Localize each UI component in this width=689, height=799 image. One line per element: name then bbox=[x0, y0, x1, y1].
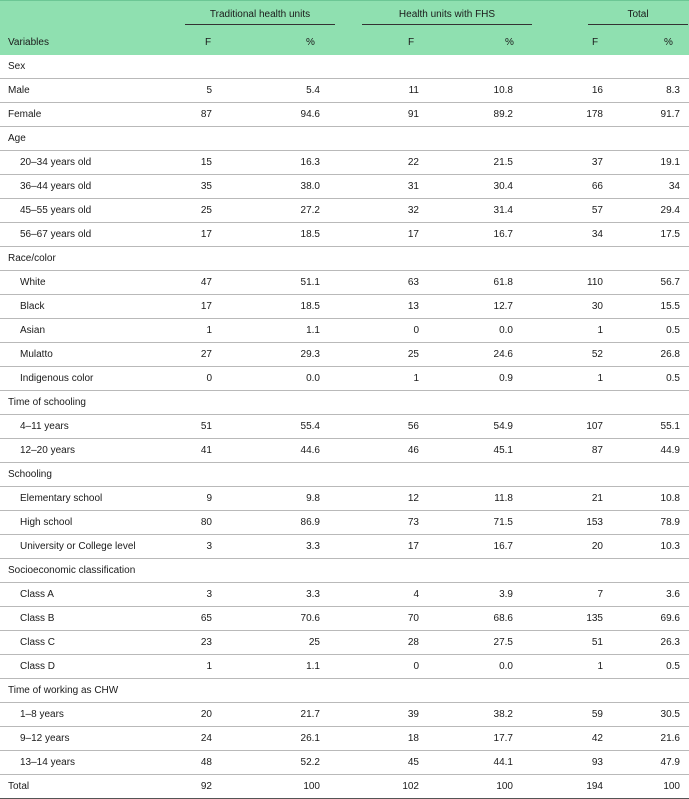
row-label: 13–14 years bbox=[20, 757, 76, 768]
cell-fhs-pct: 17.7 bbox=[493, 733, 513, 744]
cell-fhs-f: 1 bbox=[413, 373, 419, 384]
cell-trad-pct: 86.9 bbox=[300, 517, 320, 528]
row-label: 56–67 years old bbox=[20, 229, 92, 240]
cell-fhs-pct: 54.9 bbox=[493, 421, 513, 432]
cell-trad-f: 25 bbox=[200, 205, 212, 216]
cell-total-f: 66 bbox=[591, 181, 603, 192]
cell-fhs-pct: 31.4 bbox=[493, 205, 513, 216]
cell-trad-pct: 25 bbox=[308, 637, 320, 648]
cell-total-pct: 0.5 bbox=[666, 325, 680, 336]
cell-fhs-f: 73 bbox=[407, 517, 419, 528]
cell-fhs-pct: 24.6 bbox=[493, 349, 513, 360]
cell-total-pct: 0.5 bbox=[666, 661, 680, 672]
cell-total-pct: 100 bbox=[663, 781, 680, 792]
cell-trad-f: 3 bbox=[206, 541, 212, 552]
cell-fhs-pct: 16.7 bbox=[493, 541, 513, 552]
row-label: 1–8 years bbox=[20, 709, 64, 720]
cell-total-f: 7 bbox=[597, 589, 603, 600]
row-label: High school bbox=[20, 517, 73, 528]
cell-trad-f: 51 bbox=[200, 421, 212, 432]
cell-fhs-f: 63 bbox=[407, 277, 419, 288]
cell-fhs-pct: 45.1 bbox=[493, 445, 513, 456]
cell-fhs-pct: 0.0 bbox=[499, 325, 513, 336]
cell-trad-pct: 52.2 bbox=[300, 757, 320, 768]
cell-fhs-f: 0 bbox=[413, 661, 419, 672]
table-row bbox=[0, 271, 689, 295]
cell-trad-f: 87 bbox=[200, 109, 212, 120]
cell-trad-pct: 18.5 bbox=[300, 229, 320, 240]
table-row bbox=[0, 367, 689, 391]
col-header-pct: % bbox=[306, 37, 315, 48]
cell-trad-pct: 94.6 bbox=[300, 109, 320, 120]
cell-fhs-f: 45 bbox=[407, 757, 419, 768]
cell-total-f: 1 bbox=[597, 661, 603, 672]
cell-total-pct: 26.8 bbox=[660, 349, 680, 360]
cell-total-pct: 56.7 bbox=[660, 277, 680, 288]
cell-trad-pct: 100 bbox=[303, 781, 320, 792]
cell-fhs-pct: 38.2 bbox=[493, 709, 513, 720]
cell-trad-f: 15 bbox=[200, 157, 212, 168]
cell-fhs-f: 70 bbox=[407, 613, 419, 624]
table-row bbox=[0, 415, 689, 439]
col-header-pct: % bbox=[505, 37, 514, 48]
cell-trad-pct: 5.4 bbox=[306, 85, 320, 96]
cell-total-f: 37 bbox=[591, 157, 603, 168]
cell-fhs-f: 13 bbox=[407, 301, 419, 312]
table-row bbox=[0, 79, 689, 103]
table-row bbox=[0, 463, 689, 487]
table-row bbox=[0, 391, 689, 415]
cell-trad-pct: 38.0 bbox=[300, 181, 320, 192]
table-row bbox=[0, 583, 689, 607]
cell-fhs-f: 4 bbox=[413, 589, 419, 600]
cell-fhs-pct: 68.6 bbox=[493, 613, 513, 624]
table-header bbox=[0, 0, 689, 55]
cell-total-pct: 29.4 bbox=[660, 205, 680, 216]
cell-total-f: 107 bbox=[586, 421, 603, 432]
cell-total-pct: 10.3 bbox=[660, 541, 680, 552]
cell-total-pct: 15.5 bbox=[660, 301, 680, 312]
cell-fhs-pct: 100 bbox=[496, 781, 513, 792]
cell-fhs-f: 25 bbox=[407, 349, 419, 360]
table-row bbox=[0, 295, 689, 319]
cell-trad-pct: 18.5 bbox=[300, 301, 320, 312]
row-label: Elementary school bbox=[20, 493, 103, 504]
cell-total-pct: 91.7 bbox=[660, 109, 680, 120]
variables-header: Variables bbox=[8, 37, 49, 48]
row-label: 45–55 years old bbox=[20, 205, 92, 216]
table-row bbox=[0, 439, 689, 463]
cell-trad-f: 1 bbox=[206, 661, 212, 672]
cell-trad-f: 0 bbox=[206, 373, 212, 384]
cell-fhs-f: 18 bbox=[407, 733, 419, 744]
cell-fhs-pct: 16.7 bbox=[493, 229, 513, 240]
cell-total-pct: 44.9 bbox=[660, 445, 680, 456]
table-row bbox=[0, 751, 689, 775]
table-row bbox=[0, 343, 689, 367]
category-label: Time of schooling bbox=[8, 397, 86, 408]
cell-total-pct: 17.5 bbox=[660, 229, 680, 240]
cell-trad-f: 92 bbox=[200, 781, 212, 792]
cell-trad-f: 1 bbox=[206, 325, 212, 336]
row-label: Class C bbox=[20, 637, 56, 648]
row-label: 12–20 years bbox=[20, 445, 76, 456]
table-row bbox=[0, 175, 689, 199]
table-row bbox=[0, 559, 689, 583]
table-row bbox=[0, 487, 689, 511]
cell-fhs-f: 46 bbox=[407, 445, 419, 456]
cell-trad-f: 47 bbox=[200, 277, 212, 288]
cell-total-pct: 69.6 bbox=[660, 613, 680, 624]
group-header-traditional: Traditional health units bbox=[209, 9, 311, 20]
cell-total-f: 59 bbox=[591, 709, 603, 720]
category-label: Age bbox=[8, 133, 26, 144]
cell-total-f: 194 bbox=[586, 781, 603, 792]
cell-total-f: 52 bbox=[591, 349, 603, 360]
cell-fhs-pct: 21.5 bbox=[493, 157, 513, 168]
cell-total-f: 135 bbox=[586, 613, 603, 624]
table-row bbox=[0, 655, 689, 679]
cell-trad-f: 3 bbox=[206, 589, 212, 600]
cell-fhs-pct: 61.8 bbox=[493, 277, 513, 288]
table-row bbox=[0, 607, 689, 631]
cell-total-pct: 78.9 bbox=[660, 517, 680, 528]
table-body bbox=[0, 55, 689, 799]
cell-trad-pct: 3.3 bbox=[306, 589, 320, 600]
cell-fhs-pct: 89.2 bbox=[493, 109, 513, 120]
cell-trad-f: 17 bbox=[200, 301, 212, 312]
table-row bbox=[0, 223, 689, 247]
cell-fhs-f: 56 bbox=[407, 421, 419, 432]
cell-fhs-pct: 12.7 bbox=[493, 301, 513, 312]
cell-trad-f: 65 bbox=[200, 613, 212, 624]
category-label: Time of working as CHW bbox=[8, 685, 119, 696]
category-label: Socioeconomic classification bbox=[8, 565, 136, 576]
cell-fhs-f: 11 bbox=[408, 85, 419, 96]
cell-total-f: 178 bbox=[586, 109, 603, 120]
row-label: Asian bbox=[20, 325, 46, 336]
cell-total-pct: 10.8 bbox=[660, 493, 680, 504]
table-row bbox=[0, 535, 689, 559]
cell-total-f: 51 bbox=[591, 637, 603, 648]
table-row bbox=[0, 55, 689, 79]
group-underline bbox=[588, 24, 688, 25]
cell-total-f: 87 bbox=[591, 445, 603, 456]
cell-fhs-pct: 27.5 bbox=[493, 637, 513, 648]
cell-fhs-f: 12 bbox=[407, 493, 419, 504]
table-row bbox=[0, 775, 689, 799]
cell-fhs-pct: 11.8 bbox=[494, 493, 513, 504]
category-label: Schooling bbox=[8, 469, 52, 480]
cell-fhs-f: 91 bbox=[407, 109, 419, 120]
cell-fhs-f: 17 bbox=[407, 229, 419, 240]
cell-trad-pct: 0.0 bbox=[306, 373, 320, 384]
cell-trad-pct: 16.3 bbox=[300, 157, 320, 168]
row-label: White bbox=[20, 277, 46, 288]
cell-total-f: 57 bbox=[591, 205, 603, 216]
cell-trad-f: 80 bbox=[200, 517, 212, 528]
cell-trad-pct: 21.7 bbox=[300, 709, 320, 720]
cell-total-pct: 8.3 bbox=[666, 85, 680, 96]
cell-total-pct: 21.6 bbox=[660, 733, 680, 744]
row-label: Class B bbox=[20, 613, 55, 624]
cell-total-f: 16 bbox=[591, 85, 603, 96]
cell-trad-pct: 55.4 bbox=[300, 421, 320, 432]
cell-total-f: 1 bbox=[597, 373, 603, 384]
col-header-f: F bbox=[408, 37, 415, 48]
cell-trad-f: 35 bbox=[200, 181, 212, 192]
cell-fhs-f: 28 bbox=[407, 637, 419, 648]
row-label: Male bbox=[8, 85, 30, 96]
cell-trad-pct: 9.8 bbox=[306, 493, 320, 504]
table-row bbox=[0, 127, 689, 151]
cell-total-f: 93 bbox=[591, 757, 603, 768]
row-label: Female bbox=[8, 109, 42, 120]
cell-total-f: 30 bbox=[591, 301, 603, 312]
cell-trad-pct: 26.1 bbox=[300, 733, 320, 744]
row-label: 4–11 years bbox=[20, 421, 69, 432]
cell-trad-f: 23 bbox=[200, 637, 212, 648]
cell-trad-f: 27 bbox=[200, 349, 212, 360]
row-label: Mulatto bbox=[20, 349, 53, 360]
cell-trad-f: 48 bbox=[200, 757, 212, 768]
row-label: University or College level bbox=[20, 541, 136, 552]
row-label: Class D bbox=[20, 661, 56, 672]
cell-total-pct: 0.5 bbox=[666, 373, 680, 384]
cell-fhs-pct: 0.0 bbox=[499, 661, 513, 672]
cell-fhs-pct: 10.8 bbox=[493, 85, 513, 96]
cell-trad-pct: 70.6 bbox=[300, 613, 320, 624]
col-header-pct: % bbox=[664, 37, 673, 48]
table-row bbox=[0, 319, 689, 343]
group-underline bbox=[362, 24, 532, 25]
cell-fhs-f: 17 bbox=[407, 541, 419, 552]
cell-total-f: 21 bbox=[591, 493, 603, 504]
table-row bbox=[0, 247, 689, 271]
cell-total-pct: 3.6 bbox=[666, 589, 680, 600]
table-row bbox=[0, 199, 689, 223]
cell-total-pct: 55.1 bbox=[660, 421, 680, 432]
cell-trad-pct: 1.1 bbox=[306, 325, 320, 336]
cell-total-f: 20 bbox=[591, 541, 603, 552]
cell-fhs-pct: 30.4 bbox=[493, 181, 513, 192]
cell-total-f: 153 bbox=[586, 517, 603, 528]
table-row bbox=[0, 103, 689, 127]
cell-fhs-f: 39 bbox=[407, 709, 419, 720]
cell-total-pct: 47.9 bbox=[660, 757, 680, 768]
cell-fhs-pct: 44.1 bbox=[493, 757, 513, 768]
cell-fhs-pct: 0.9 bbox=[499, 373, 513, 384]
cell-trad-f: 41 bbox=[200, 445, 212, 456]
group-header-total: Total bbox=[627, 9, 649, 20]
group-header-fhs: Health units with FHS bbox=[398, 9, 496, 20]
cell-trad-pct: 1.1 bbox=[306, 661, 320, 672]
category-label: Sex bbox=[8, 61, 26, 72]
table-row bbox=[0, 511, 689, 535]
cell-fhs-f: 102 bbox=[402, 781, 419, 792]
table-row bbox=[0, 727, 689, 751]
cell-total-f: 34 bbox=[591, 229, 603, 240]
table-row bbox=[0, 151, 689, 175]
cell-total-f: 110 bbox=[587, 277, 603, 288]
col-header-f: F bbox=[205, 37, 212, 48]
row-label: Total bbox=[8, 781, 30, 792]
table-row bbox=[0, 679, 689, 703]
cell-total-f: 1 bbox=[597, 325, 603, 336]
cell-total-pct: 30.5 bbox=[660, 709, 680, 720]
cell-fhs-f: 31 bbox=[407, 181, 419, 192]
cell-trad-pct: 51.1 bbox=[300, 277, 320, 288]
cell-trad-f: 20 bbox=[200, 709, 212, 720]
cell-trad-f: 9 bbox=[206, 493, 212, 504]
row-label: Indigenous color bbox=[20, 373, 94, 384]
row-label: Black bbox=[20, 301, 45, 312]
cell-fhs-f: 0 bbox=[413, 325, 419, 336]
cell-fhs-f: 32 bbox=[407, 205, 419, 216]
row-label: 20–34 years old bbox=[20, 157, 92, 168]
cell-total-pct: 19.1 bbox=[660, 157, 680, 168]
cell-trad-f: 5 bbox=[206, 85, 212, 96]
col-header-f: F bbox=[592, 37, 599, 48]
group-underline bbox=[185, 24, 335, 25]
cell-fhs-pct: 3.9 bbox=[499, 589, 513, 600]
table-row bbox=[0, 703, 689, 727]
cell-trad-f: 17 bbox=[200, 229, 212, 240]
row-label: 36–44 years old bbox=[20, 181, 92, 192]
cell-fhs-pct: 71.5 bbox=[493, 517, 513, 528]
category-label: Race/color bbox=[8, 253, 56, 264]
cell-trad-f: 24 bbox=[200, 733, 212, 744]
cell-fhs-f: 22 bbox=[407, 157, 419, 168]
cell-total-pct: 34 bbox=[668, 181, 680, 192]
row-label: Class A bbox=[20, 589, 54, 600]
cell-trad-pct: 27.2 bbox=[300, 205, 320, 216]
cell-total-pct: 26.3 bbox=[660, 637, 680, 648]
table-row bbox=[0, 631, 689, 655]
cell-trad-pct: 29.3 bbox=[300, 349, 320, 360]
cell-total-f: 42 bbox=[591, 733, 603, 744]
cell-trad-pct: 44.6 bbox=[300, 445, 320, 456]
row-label: 9–12 years bbox=[20, 733, 70, 744]
cell-trad-pct: 3.3 bbox=[306, 541, 320, 552]
